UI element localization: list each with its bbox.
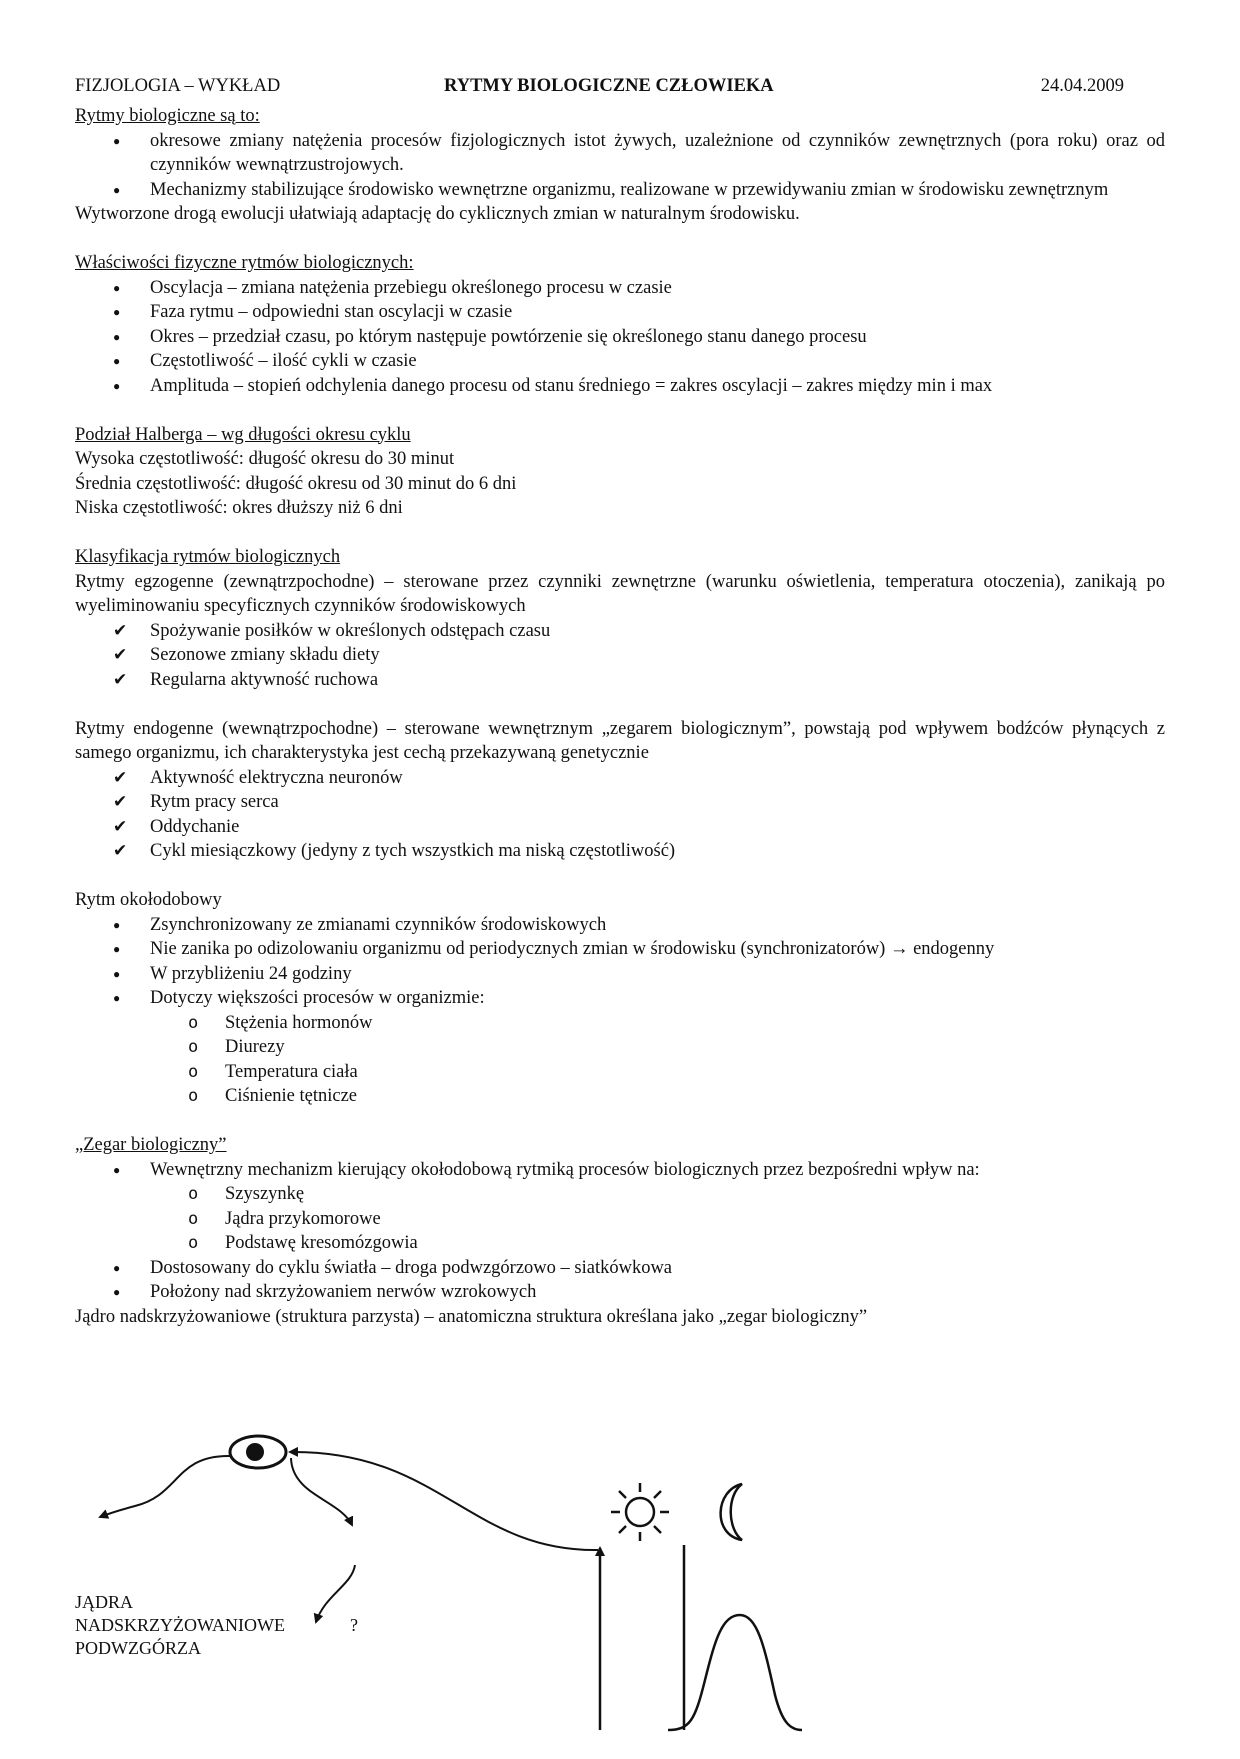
check-list — [75, 766, 1165, 864]
document-page — [75, 74, 1165, 1329]
text-line: Wysoka częstotliwość: długość okresu do 30 minut — [75, 449, 455, 469]
list-item: ● okresowe zmiany natężenia procesów fizjologicznych istot żywych, uzależnione od czynników zewnętrznych (pora roku) oraz od czynników wewnątrzustrojowych. — [75, 129, 1165, 178]
section-definition — [75, 104, 1165, 227]
bullet-list — [75, 129, 1165, 203]
sub-list-item: o Diurezy — [75, 1035, 1165, 1060]
list-item: ● Położony nad skrzyżowaniem nerwów wzrokowych — [75, 1280, 1165, 1305]
arrow-light-to-eye — [290, 1452, 598, 1550]
sub-list-item: o Szyszynkę — [75, 1182, 1165, 1207]
section-biological-clock — [75, 1133, 1165, 1329]
text-line: Średnia częstotliwość: długość okresu od 30 minut do 6 dni — [75, 473, 517, 494]
section-title: Właściwości fizyczne rytmów biologicznych: — [75, 253, 414, 273]
header-title: RYTMY BIOLOGICZNE CZŁOWIEKA — [444, 76, 774, 96]
header-date: 24.04.2009 — [1040, 76, 1124, 96]
paragraph-endogenous: Rytmy endogenne (wewnątrzpochodne) – sterowane wewnętrznym „zegarem biologicznym”, powstają pod wpływem bodźców płynących z samego organizmu, ich charakterystyka jest cechą przekazywaną genetycznie — [75, 718, 1165, 763]
eye-icon — [230, 1436, 286, 1468]
page-header — [75, 74, 1165, 104]
sub-list-item: o Temperatura ciała — [75, 1060, 1165, 1085]
sub-list-item: o Ciśnienie tętnicze — [75, 1084, 1165, 1109]
list-item: ✔ Spożywanie posiłków w określonych odstępach czasu — [75, 619, 1165, 644]
list-item: ● Częstotliwość – ilość cykli w czasie — [75, 349, 1165, 374]
list-item: ✔ Regularna aktywność ruchowa — [75, 668, 1165, 693]
moon-icon — [721, 1484, 742, 1540]
list-item: ● Okres – przedział czasu, po którym następuje powtórzenie się określonego stanu danego procesu — [75, 325, 1165, 350]
list-item: ✔ Aktywność elektryczna neuronów — [75, 766, 1165, 791]
sub-list-item: o Stężenia hormonów — [75, 1011, 1165, 1036]
list-item: ● Nie zanika po odizolowaniu organizmu od periodycznych zmian w środowisku (synchronizatorów) → endogenny — [75, 937, 1165, 962]
list-item: ● Dotyczy większości procesów w organizmie: — [75, 986, 1165, 1011]
section-circadian — [75, 888, 1165, 1109]
section-title: Rytmy biologiczne są to: — [75, 106, 260, 126]
section-title: Klasyfikacja rytmów biologicznych — [75, 547, 341, 567]
section-title: „Zegar biologiczny” — [75, 1135, 227, 1155]
paragraph-exogenous: Rytmy egzogenne (zewnątrzpochodne) – sterowane przez czynniki zewnętrzne (warunku oświetlenia, temperatura otoczenia), zanikają po wyeliminowaniu specyficznych czynników środowiskowych — [75, 571, 1165, 616]
list-item: ● Oscylacja – zmiana natężenia przebiegu określonego procesu w czasie — [75, 276, 1165, 301]
paragraph: Wytworzone drogą ewolucji ułatwiają adaptację do cyklicznych zmian w naturalnym środowisku. — [75, 204, 800, 224]
nuclei-label — [75, 1591, 285, 1660]
list-item: ✔ Sezonowe zmiany składu diety — [75, 643, 1165, 668]
sun-icon — [611, 1483, 669, 1541]
check-list — [75, 619, 1165, 693]
list-item: ✔ Oddychanie — [75, 815, 1165, 840]
list-item: ● Dostosowany do cyklu światła – droga podwzgórzowo – siatkówkowa — [75, 1256, 1165, 1281]
bullet-list — [75, 913, 1165, 1109]
question-mark: ? — [350, 1615, 358, 1635]
diagram-drawing — [0, 1400, 1240, 1754]
bullet-list — [75, 1158, 1165, 1305]
list-item: ● Wewnętrzny mechanizm kierujący okołodobową rytmiką procesów biologicznych przez bezpośredni wpływ na: — [75, 1158, 1165, 1183]
clock-diagram — [0, 1400, 1240, 1754]
arrow-to-nuclei — [100, 1456, 230, 1517]
list-item: ✔ Rytm pracy serca — [75, 790, 1165, 815]
label-line: PODWZGÓRZA — [75, 1638, 201, 1658]
section-classification — [75, 545, 1165, 864]
list-item: ● Faza rytmu – odpowiedni stan oscylacji w czasie — [75, 300, 1165, 325]
list-item: ● Mechanizmy stabilizujące środowisko wewnętrzne organizmu, realizowane w przewidywaniu zmian w środowisku zewnętrznym — [75, 178, 1165, 203]
header-course: FIZJOLOGIA – WYKŁAD — [75, 76, 281, 96]
list-item: ✔ Cykl miesiączkowy (jedyny z tych wszystkich ma niską częstotliwość) — [75, 839, 1165, 864]
section-title: Rytm okołodobowy — [75, 890, 222, 910]
paragraph: Jądro nadskrzyżowaniowe (struktura parzysta) – anatomiczna struktura określana jako „zegar biologiczny” — [75, 1306, 868, 1327]
text-line: Niska częstotliwość: okres dłuższy niż 6 dni — [75, 498, 403, 518]
sub-list-item: o Podstawę kresomózgowia — [75, 1231, 1165, 1256]
section-properties — [75, 251, 1165, 398]
rhythm-curve — [668, 1615, 802, 1730]
sub-list-item: o Jądra przykomorowe — [75, 1207, 1165, 1232]
label-line: JĄDRA — [75, 1592, 134, 1612]
bullet-list — [75, 276, 1165, 399]
list-item: ● W przybliżeniu 24 godziny — [75, 962, 1165, 987]
arrow-to-question — [291, 1458, 352, 1525]
section-halberg — [75, 423, 1165, 521]
list-item: ● Zsynchronizowany ze zmianami czynników środowiskowych — [75, 913, 1165, 938]
list-item: ● Amplituda – stopień odchylenia danego procesu od stanu średniego = zakres oscylacji – zakres między min i max — [75, 374, 1165, 399]
label-line: NADSKRZYŻOWANIOWE — [75, 1615, 285, 1635]
section-title: Podział Halberga – wg długości okresu cyklu — [75, 424, 411, 445]
